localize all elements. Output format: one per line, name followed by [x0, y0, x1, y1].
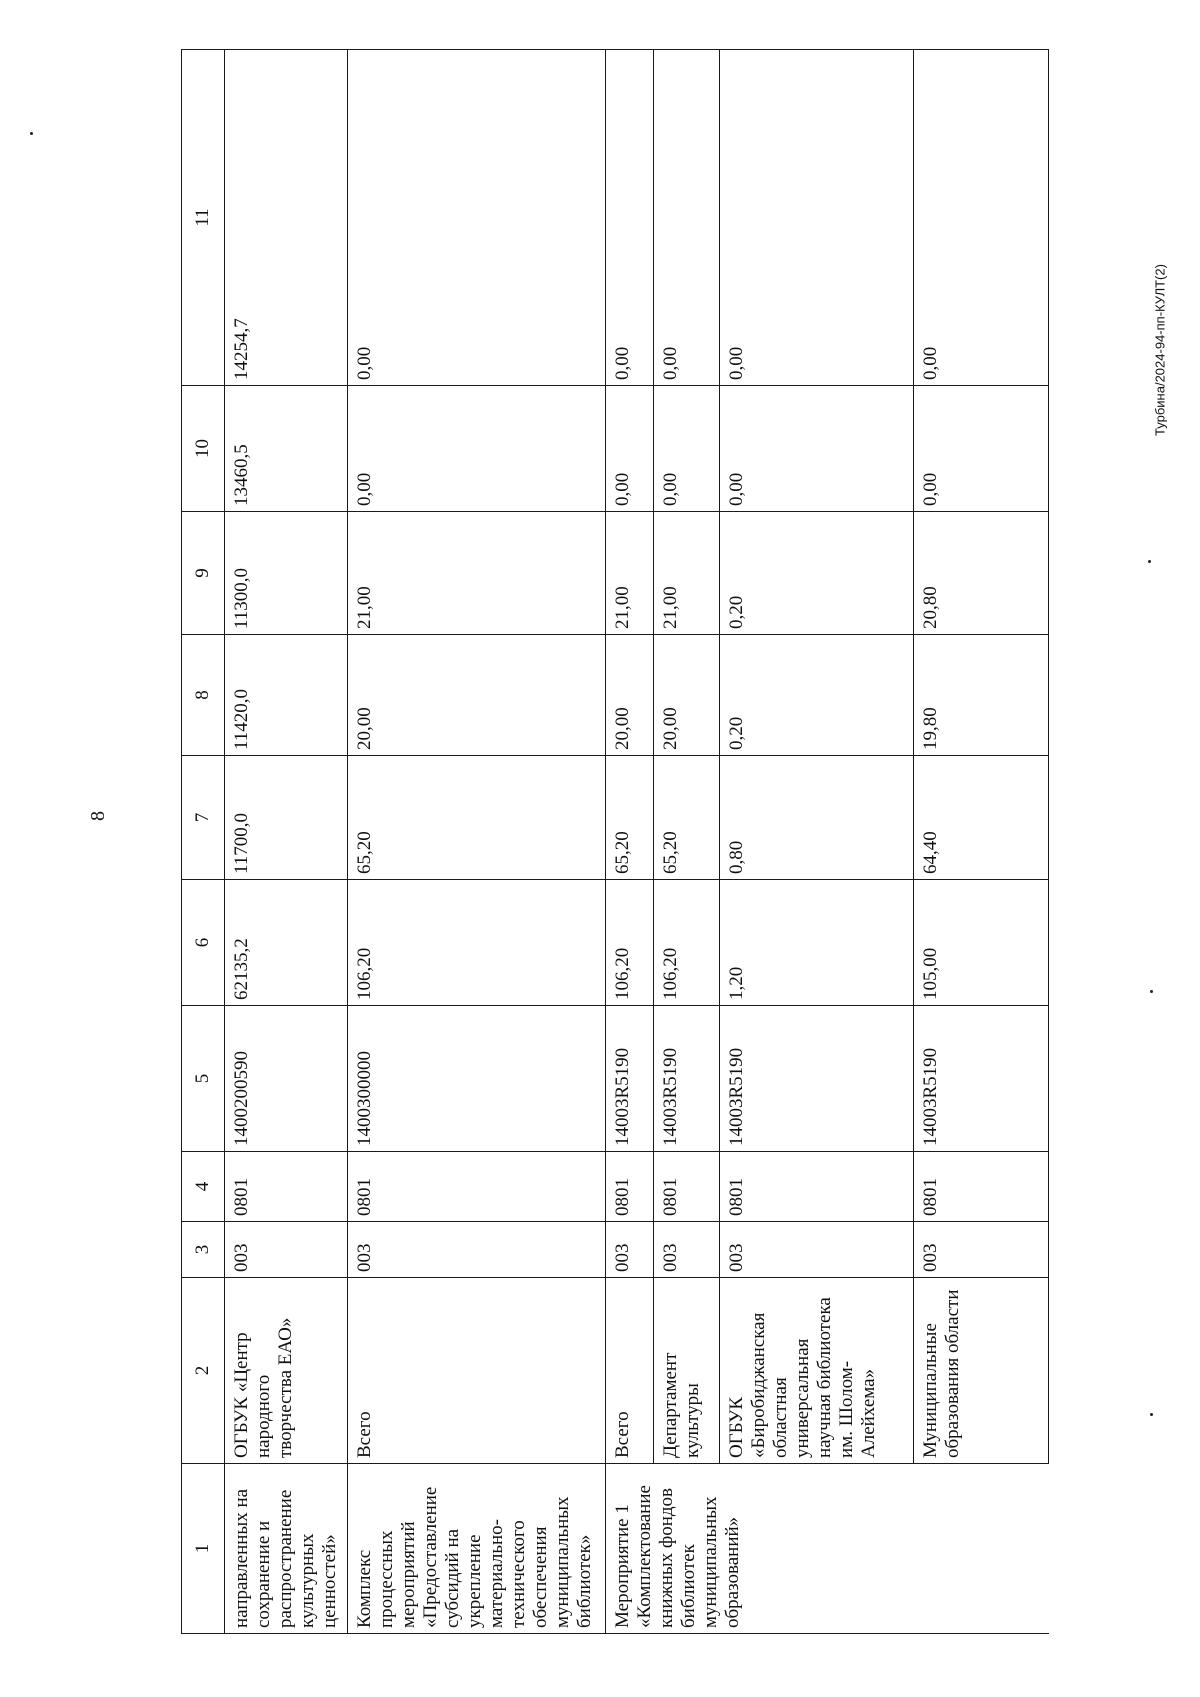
cell-target-article: 14003R5190	[720, 1006, 914, 1152]
header-col-4: 4	[182, 1152, 225, 1222]
page-number: 8	[87, 811, 109, 821]
cell-executor: Всего	[606, 1278, 654, 1464]
cell-year-5: 0,00	[606, 50, 654, 386]
cell-executor: ОГБУК «Центр народного творчества ЕАО»	[225, 1278, 348, 1464]
budget-table	[181, 49, 1049, 1634]
scan-speck	[1150, 990, 1153, 993]
header-col-11: 11	[182, 50, 225, 386]
table-row	[225, 50, 348, 1634]
header-col-5: 5	[182, 1006, 225, 1152]
cell-year-2: 0,20	[720, 635, 914, 756]
cell-year-3: 0,20	[720, 512, 914, 635]
cell-description: направленных на сохранение и распространение культурных ценностей»	[225, 1464, 348, 1634]
cell-target-article: 1400300000	[348, 1006, 606, 1152]
cell-grbs: 003	[348, 1222, 606, 1278]
cell-year-2: 20,00	[606, 635, 654, 756]
cell-grbs: 003	[914, 1222, 1049, 1278]
cell-year-3: 11300,0	[225, 512, 348, 635]
cell-year-4: 0,00	[348, 386, 606, 512]
cell-year-2: 20,00	[654, 635, 720, 756]
header-col-6: 6	[182, 880, 225, 1006]
cell-section: 0801	[348, 1152, 606, 1222]
cell-year-5: 0,00	[720, 50, 914, 386]
cell-year-2: 19,80	[914, 635, 1049, 756]
cell-year-3: 20,80	[914, 512, 1049, 635]
table-row	[914, 50, 1049, 1634]
cell-total: 62135,2	[225, 880, 348, 1006]
cell-year-5: 0,00	[348, 50, 606, 386]
cell-target-article: 14003R5190	[606, 1006, 654, 1152]
scan-speck	[30, 132, 33, 135]
scan-speck	[1148, 560, 1151, 563]
cell-year-1: 0,80	[720, 756, 914, 880]
table-row	[606, 50, 654, 1634]
cell-year-4: 13460,5	[225, 386, 348, 512]
cell-year-2: 20,00	[348, 635, 606, 756]
cell-year-3: 21,00	[348, 512, 606, 635]
cell-year-3: 21,00	[654, 512, 720, 635]
cell-year-1: 65,20	[654, 756, 720, 880]
cell-grbs: 003	[606, 1222, 654, 1278]
cell-year-2: 11420,0	[225, 635, 348, 756]
cell-grbs: 003	[720, 1222, 914, 1278]
cell-year-5: 0,00	[914, 50, 1049, 386]
cell-year-4: 0,00	[606, 386, 654, 512]
cell-executor: Всего	[348, 1278, 606, 1464]
cell-year-4: 0,00	[654, 386, 720, 512]
cell-year-4: 0,00	[720, 386, 914, 512]
header-col-10: 10	[182, 386, 225, 512]
header-col-1: 1	[182, 1464, 225, 1634]
cell-executor: Департамент культуры	[654, 1278, 720, 1464]
cell-section: 0801	[654, 1152, 720, 1222]
cell-section: 0801	[225, 1152, 348, 1222]
header-col-3: 3	[182, 1222, 225, 1278]
cell-grbs: 003	[654, 1222, 720, 1278]
cell-year-3: 21,00	[606, 512, 654, 635]
table-header-row	[182, 50, 225, 1634]
cell-year-1: 65,20	[606, 756, 654, 880]
cell-year-1: 65,20	[348, 756, 606, 880]
cell-year-4: 0,00	[914, 386, 1049, 512]
cell-grbs: 003	[225, 1222, 348, 1278]
cell-total: 106,20	[348, 880, 606, 1006]
cell-section: 0801	[606, 1152, 654, 1222]
cell-description: Мероприятие 1 «Комплектование книжных фондов библиотек муниципальных образований»	[606, 1464, 1049, 1634]
cell-section: 0801	[720, 1152, 914, 1222]
cell-year-1: 11700,0	[225, 756, 348, 880]
cell-total: 106,20	[654, 880, 720, 1006]
header-col-8: 8	[182, 635, 225, 756]
cell-executor: Муниципальные образования области	[914, 1278, 1049, 1464]
header-col-7: 7	[182, 756, 225, 880]
table-row	[720, 50, 914, 1634]
cell-total: 106,20	[606, 880, 654, 1006]
rotated-table	[181, 50, 1049, 1634]
cell-total: 1,20	[720, 880, 914, 1006]
cell-target-article: 1400200590	[225, 1006, 348, 1152]
cell-year-1: 64,40	[914, 756, 1049, 880]
scan-speck	[1150, 1413, 1153, 1416]
table-row	[654, 50, 720, 1634]
cell-description: Комплекс процессных мероприятий «Предоставление субсидий на укрепление материально-технического обеспечения муниципальных библиотек»	[348, 1464, 606, 1634]
table-wrapper	[181, 50, 1049, 1634]
cell-executor: ОГБУК «Биробиджанская областная универсальная научная библиотека им. Шолом-Алейхема»	[720, 1278, 914, 1464]
cell-year-5: 0,00	[654, 50, 720, 386]
document-code-text: Турбина/2024-94-пп-КУЛТ(2)	[1152, 264, 1168, 436]
header-col-9: 9	[182, 512, 225, 635]
table-row	[348, 50, 606, 1634]
header-col-2: 2	[182, 1278, 225, 1464]
cell-target-article: 14003R5190	[654, 1006, 720, 1152]
cell-target-article: 14003R5190	[914, 1006, 1049, 1152]
cell-section: 0801	[914, 1152, 1049, 1222]
cell-total: 105,00	[914, 880, 1049, 1006]
cell-year-5: 14254,7	[225, 50, 348, 386]
document-code	[1146, 200, 1174, 500]
